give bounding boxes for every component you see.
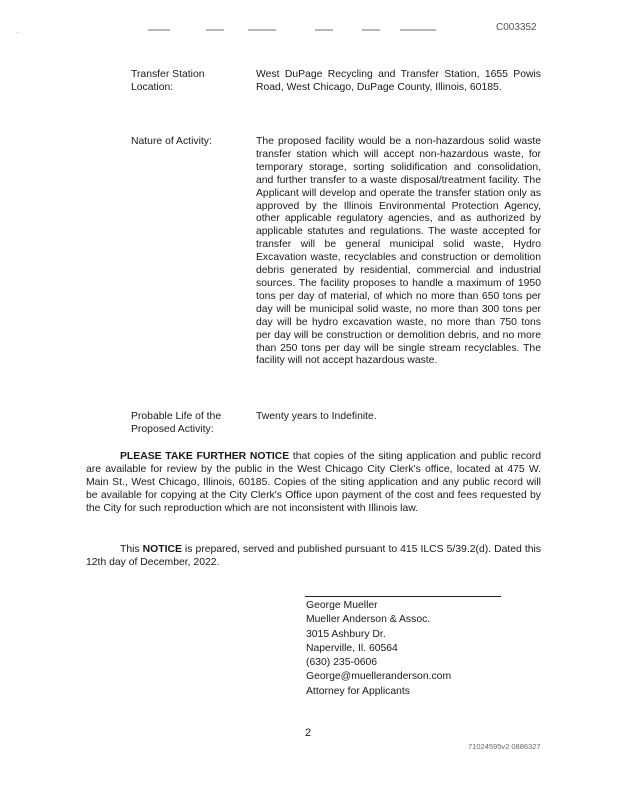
signer-firm: Mueller Anderson & Assoc. xyxy=(306,614,431,626)
signer-phone: (630) 235-0606 xyxy=(306,657,378,669)
signer-city: Naperville, Il. 60564 xyxy=(306,642,398,654)
signer-email: George@muelleranderson.com xyxy=(306,671,452,683)
field-value xyxy=(256,69,541,95)
field-label: Nature of Activity: xyxy=(131,136,212,147)
field-label: Probable Life of the Proposed Activity: xyxy=(131,411,222,435)
closing-lead: NOTICE xyxy=(142,544,182,555)
closing-body: is prepared, served and published pursuant to 415 ILCS 5/39.2(d). Dated this 12th day of December, 2022. xyxy=(86,544,541,568)
signature-line xyxy=(305,596,501,597)
signature-block xyxy=(306,599,451,699)
signer-street: 3015 Ashbury Dr. xyxy=(306,628,386,640)
field-value xyxy=(256,136,541,368)
further-notice-lead: PLEASE TAKE FURTHER NOTICE xyxy=(120,451,290,462)
further-notice-paragraph xyxy=(86,451,541,516)
field-value-text: West DuPage Recycling and Transfer Station, 1655 Powis Road, West Chicago, DuPage County, Illinois, 60185. xyxy=(256,69,541,93)
footer-document-code: 71024595v2 0886327 xyxy=(468,742,541,751)
field-value-text: The proposed facility would be a non-hazardous solid waste transfer station which will accept non-hazardous waste, for temporary storage, sorting solidification and consolidation, and further transfer to a waste disposal/treatment facility. The Applicant will develop and operate the transfer station only as approved by the Illinois Environmental Protection Agency, other applicable regulatory agencies, and as authorized by applicable statutes and regulations. The waste accepted for transfer will be general municipal solid waste, Hydro Excavation waste, recyclables and construction or demolition debris generated by residential, commercial and industrial sources. The facility proposes to handle a maximum of 1950 tons per day of material, of which no more than 650 tons per day will be municipal solid waste, no more than 300 tons per day will be hydro excavation waste, no more than 750 tons per day will be construction or demolition debris, and no more than 250 tons per day will be single stream recyclables. The facility will not accept hazardous waste. xyxy=(256,136,541,367)
further-notice-body: that copies of the siting application and public record are available for review by the public in the West Chicago City Clerk's office, located at 475 W. Main St., West Chicago, Illinois, 60185. Copies of the siting application and any public record will be available for copying at the City Clerk's Office upon payment of the cost and fees requested by the City for such reproduction which are not inconsistent with Illinois law. xyxy=(86,451,542,514)
scan-header-artifact xyxy=(148,29,438,35)
signer-role: Attorney for Applicants xyxy=(306,685,410,697)
field-value xyxy=(256,411,541,424)
closing-paragraph xyxy=(86,544,541,570)
page-number: 2 xyxy=(305,727,312,739)
document-id: C003352 xyxy=(496,22,537,33)
scan-corner-mark: · xyxy=(16,28,19,37)
signer-name: George Mueller xyxy=(306,600,378,611)
closing-pre: This xyxy=(120,544,143,555)
field-value-text: Twenty years to Indefinite. xyxy=(256,411,377,422)
field-label: Transfer Station Location: xyxy=(131,69,205,93)
